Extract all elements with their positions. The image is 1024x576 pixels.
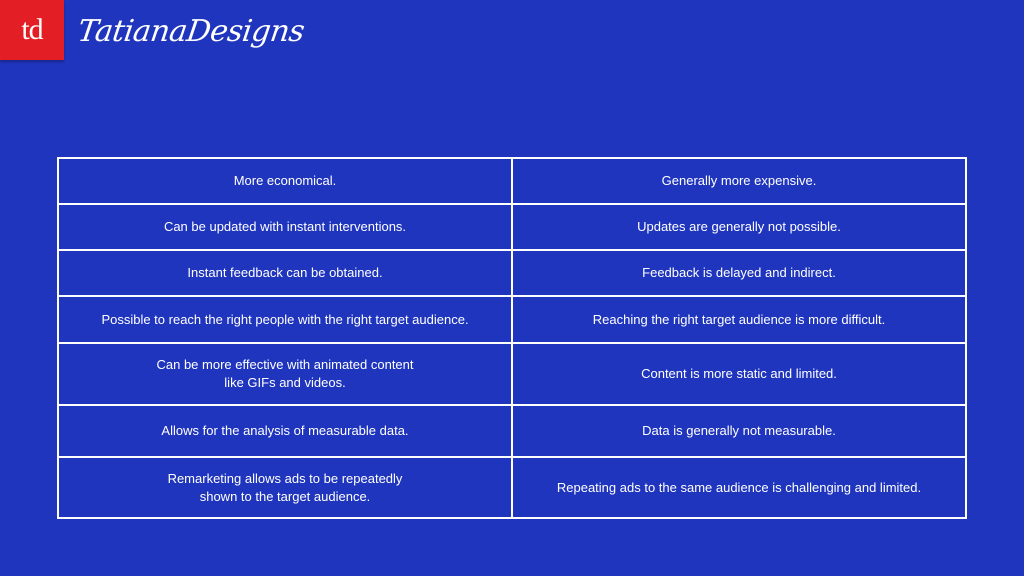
table-cell-left: Can be updated with instant interventions. [58, 204, 512, 250]
table-cell-right: Reaching the right target audience is more difficult. [512, 296, 966, 343]
table-cell-left: Can be more effective with animated content like GIFs and videos. [58, 343, 512, 405]
table-cell-right: Repeating ads to the same audience is challenging and limited. [512, 457, 966, 518]
brand-logo [0, 0, 64, 60]
table-row [58, 158, 966, 204]
table-row [58, 296, 966, 343]
table-cell-left: More economical. [58, 158, 512, 204]
table-cell-left: Possible to reach the right people with the right target audience. [58, 296, 512, 343]
table-row [58, 204, 966, 250]
table-row [58, 457, 966, 518]
comparison-table [57, 157, 967, 519]
table-cell-left: Allows for the analysis of measurable data. [58, 405, 512, 457]
table-cell-right: Feedback is delayed and indirect. [512, 250, 966, 296]
table-row [58, 343, 966, 405]
table-cell-left: Instant feedback can be obtained. [58, 250, 512, 296]
table-cell-right: Content is more static and limited. [512, 343, 966, 405]
table-cell-right: Generally more expensive. [512, 158, 966, 204]
brand-name: TatianaDesigns [75, 14, 307, 49]
table-row [58, 250, 966, 296]
table-cell-right: Data is generally not measurable. [512, 405, 966, 457]
table-cell-right: Updates are generally not possible. [512, 204, 966, 250]
logo-text: td [21, 13, 43, 46]
table-row [58, 405, 966, 457]
table-cell-left: Remarketing allows ads to be repeatedly shown to the target audience. [58, 457, 512, 518]
